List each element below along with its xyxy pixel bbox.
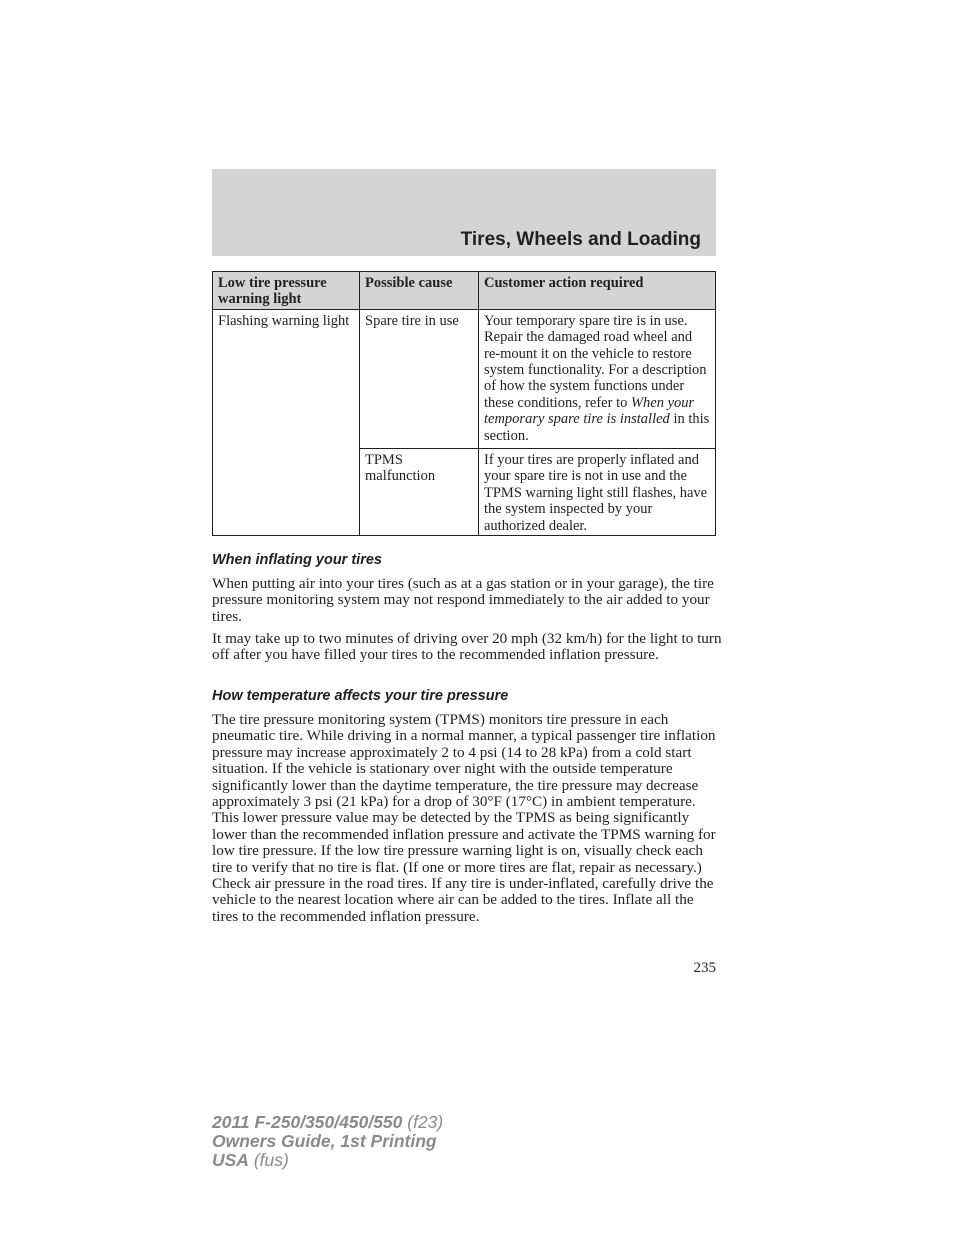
section-title: Tires, Wheels and Loading xyxy=(460,229,701,250)
subheading-temperature: How temperature affects your tire pressure xyxy=(212,688,509,704)
table-header-row xyxy=(213,272,716,310)
table-cell-cause: TPMS malfunction xyxy=(360,449,479,536)
table-row xyxy=(213,309,716,448)
action-text: Your temporary spare tire is in use. Repair the damaged road wheel and re-mount it on the vehicle to restore system functionality. For a description of how the system functions under these conditions, refer to xyxy=(484,312,707,411)
footer-code: (f23) xyxy=(402,1112,444,1132)
footer-line: Owners Guide, 1st Printing xyxy=(212,1131,437,1151)
table-header-cell: Possible cause xyxy=(360,272,479,310)
paragraph: The tire pressure monitoring system (TPMS) monitors tire pressure in each pneumatic tire. While driving in a normal manner, a typical passenger tire inflation pressure may increase approximately 2 to 4 psi (14 to 28 kPa) from a cold start situation. If the vehicle is stationary over night with the outside temperature significantly lower than the daytime temperature, the tire pressure may decrease approximately 3 psi (21 kPa) for a drop of 30°F (17°C) in ambient temperature. This lower pressure value may be detected by the TPMS as being significantly lower than the recommended inflation pressure and activate the TPMS warning for low tire pressure. If the low tire pressure warning light is on, visually check each tire to verify that no tire is flat. (If one or more tires are flat, repair as necessary.) Check air pressure in the road tires. If any tire is under-inflated, carefully drive the vehicle to the nearest location where air can be added to the tires. Inflate all the tires to the recommended inflation pressure. xyxy=(212,711,716,925)
subheading-inflating: When inflating your tires xyxy=(212,552,382,568)
footer-region: USA xyxy=(212,1150,249,1170)
table-header-cell: Low tire pressure warning light xyxy=(213,272,360,310)
footer-line xyxy=(212,1151,443,1170)
footer-model: 2011 F-250/350/450/550 xyxy=(212,1112,403,1132)
action-reference: When your temporary spare tire is installed xyxy=(484,394,695,428)
table-cell-cause: Spare tire in use xyxy=(360,309,479,448)
document-footer xyxy=(212,1113,443,1170)
table-cell-warning-light: Flashing warning light xyxy=(213,309,360,535)
table-cell-action: If your tires are properly inflated and your spare tire is not in use and the TPMS warning light still flashes, have the system inspected by your authorized dealer. xyxy=(479,449,716,536)
footer-line xyxy=(212,1113,443,1132)
paragraph: It may take up to two minutes of driving over 20 mph (32 km/h) for the light to turn off after you have filled your tires to the recommended inflation pressure. xyxy=(212,630,722,664)
paragraph: When putting air into your tires (such as at a gas station or in your garage), the tire pressure monitoring system may not respond immediately to the air added to your tires. xyxy=(212,575,714,625)
page-number: 235 xyxy=(693,960,716,976)
section-header-band xyxy=(212,169,716,256)
action-text: in this section. xyxy=(484,411,710,444)
footer-code: (fus) xyxy=(248,1150,289,1170)
table-cell-action xyxy=(479,309,716,448)
table-header-cell: Customer action required xyxy=(479,272,716,310)
tpms-warning-table xyxy=(212,271,716,536)
